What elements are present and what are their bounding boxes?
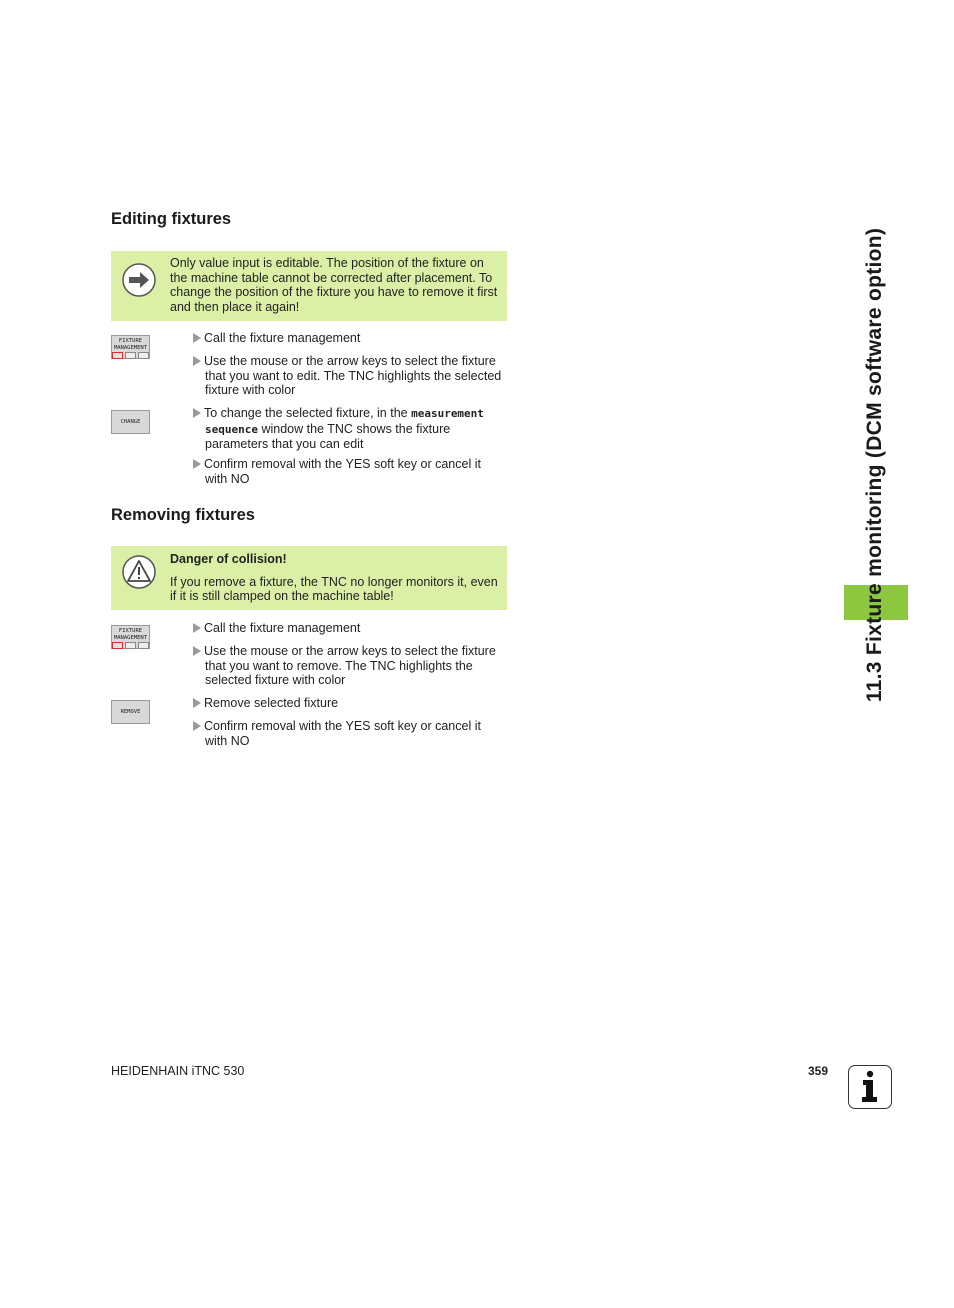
softkey-label-line1: FIXTURE	[118, 338, 143, 344]
step-text: Use the mouse or the arrow keys to select the fixture	[204, 354, 496, 368]
step-arrow-icon	[193, 698, 201, 708]
code-sequence: sequence	[205, 422, 258, 436]
step-item	[193, 354, 513, 398]
step-text: Confirm removal with the YES soft key or cancel it	[204, 457, 481, 471]
step-item	[193, 621, 513, 636]
note-text: Only value input is editable. The position of the fixture on the machine table cannot be corrected after placement. To change the position of the fixture you have to remove it first and then place it again!	[170, 256, 498, 314]
change-softkey[interactable]	[111, 410, 150, 434]
step-item	[193, 644, 513, 688]
step-arrow-icon	[193, 408, 201, 418]
fixture-mini-icons	[112, 352, 149, 359]
step-text-continued: with NO	[205, 471, 250, 486]
footer-product: HEIDENHAIN iTNC 530	[111, 1064, 245, 1078]
softkey-label: REMOVE	[120, 708, 141, 715]
softkey-label-line2: MANAGEMENT	[113, 634, 148, 641]
fixture-mini-icons	[112, 642, 149, 649]
page-number: 359	[808, 1064, 829, 1078]
step-item	[193, 457, 513, 486]
arrow-right-icon	[121, 262, 157, 298]
fixture-management-softkey[interactable]	[111, 335, 150, 359]
step-arrow-icon	[193, 459, 201, 469]
heading-removing-fixtures: Removing fixtures	[111, 506, 255, 524]
step-arrow-icon	[193, 721, 201, 731]
step-arrow-icon	[193, 356, 201, 366]
step-text: Use the mouse or the arrow keys to select the fixture	[204, 644, 496, 658]
chapter-title-text: 11.3 Fixture monitoring (DCM software option)	[863, 227, 886, 703]
step-text: Call the fixture management	[204, 331, 361, 345]
softkey-label-line1: FIXTURE	[118, 628, 143, 634]
step-text-continued: with NO	[205, 733, 250, 748]
step-text: Remove selected fixture	[204, 696, 339, 710]
step-text: Call the fixture management	[204, 621, 361, 635]
step-text-continued: that you want to edit. The TNC highlights the selected fixture with color	[205, 368, 502, 397]
step-arrow-icon	[193, 333, 201, 343]
step-arrow-icon	[193, 646, 201, 656]
warning-box	[111, 546, 507, 610]
step-text-continued	[193, 422, 513, 452]
remove-softkey[interactable]	[111, 700, 150, 724]
step-item	[193, 406, 513, 452]
warning-title: Danger of collision!	[170, 552, 287, 566]
note-box	[111, 251, 507, 321]
warning-body: If you remove a fixture, the TNC no longer monitors it, even if it is still clamped on the machine table!	[170, 574, 498, 603]
heading-editing-fixtures: Editing fixtures	[111, 210, 232, 228]
fixture-management-softkey[interactable]	[111, 625, 150, 649]
step-text: To change the selected fixture, in the	[204, 406, 412, 420]
step-text: window the TNC shows the fixture parameters that you can edit	[205, 421, 451, 451]
softkey-label: CHANGE	[120, 418, 141, 425]
code-measurement: measurement	[411, 407, 484, 420]
step-item	[193, 331, 513, 346]
warning-icon	[121, 554, 157, 590]
info-i-icon	[849, 1066, 890, 1107]
step-item	[193, 696, 513, 711]
step-text-continued: that you want to remove. The TNC highlights the selected fixture with color	[205, 658, 473, 687]
info-icon	[848, 1065, 892, 1109]
warning-text	[170, 552, 500, 604]
step-arrow-icon	[193, 623, 201, 633]
softkey-label-line2: MANAGEMENT	[113, 344, 148, 351]
step-text: Confirm removal with the YES soft key or cancel it	[204, 719, 481, 733]
step-item	[193, 719, 513, 748]
